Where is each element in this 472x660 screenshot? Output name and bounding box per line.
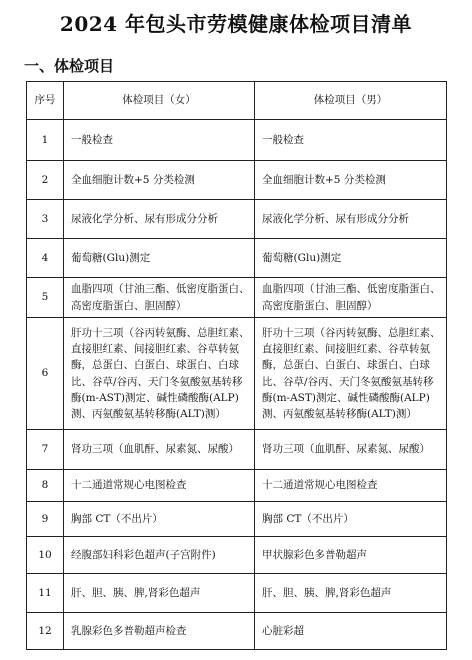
female-item: 乳腺彩色多普勒超声检查 bbox=[64, 613, 255, 650]
table-row bbox=[27, 574, 447, 613]
row-number: 2 bbox=[27, 161, 64, 200]
section-heading: 一、体检项目 bbox=[24, 57, 115, 75]
row-number: 10 bbox=[27, 537, 64, 574]
female-item: 血脂四项（甘油三酯、低密度脂蛋白、高密度脂蛋白、胆固醇） bbox=[64, 278, 255, 318]
female-item: 葡萄糖(Glu)测定 bbox=[64, 239, 255, 278]
row-number: 8 bbox=[27, 470, 64, 502]
table-row bbox=[27, 318, 447, 430]
header-female-items: 体检项目（女） bbox=[64, 82, 255, 120]
female-item: 肝、胆、胰、脾,肾彩色超声 bbox=[64, 574, 255, 613]
male-item: 肝、胆、胰、脾,肾彩色超声 bbox=[255, 574, 447, 613]
male-item: 心脏彩超 bbox=[255, 613, 447, 650]
male-item: 血脂四项（甘油三酯、低密度脂蛋白、高密度脂蛋白、胆固醇） bbox=[255, 278, 447, 318]
female-item: 一般检查 bbox=[64, 120, 255, 161]
header-number: 序号 bbox=[27, 82, 64, 120]
male-item: 十二通道常规心电图检查 bbox=[255, 470, 447, 502]
row-number: 6 bbox=[27, 318, 64, 430]
table-row bbox=[27, 200, 447, 239]
row-number: 9 bbox=[27, 502, 64, 537]
female-item: 胸部 CT（不出片） bbox=[64, 502, 255, 537]
table-row bbox=[27, 470, 447, 502]
female-item: 十二通道常规心电图检查 bbox=[64, 470, 255, 502]
male-item: 肝功十三项（谷丙转氨酶、总胆红素、直接胆红素、间接胆红素、谷草转氨酶，总蛋白、白蛋白、球蛋白、白球比、谷草/谷丙、天门冬氨酸氨基转移酶(m-AST)测定、碱性磷酸酶(ALP)测、丙氨酸氨基转移酶(ALT)测） bbox=[255, 318, 447, 430]
header-male-items: 体检项目（男） bbox=[255, 82, 447, 120]
row-number: 4 bbox=[27, 239, 64, 278]
row-number: 1 bbox=[27, 120, 64, 161]
table-row bbox=[27, 613, 447, 650]
table-row bbox=[27, 278, 447, 318]
female-item: 经腹部妇科彩色超声(子宫附件) bbox=[64, 537, 255, 574]
female-item: 全血细胞计数+5 分类检测 bbox=[64, 161, 255, 200]
row-number: 5 bbox=[27, 278, 64, 318]
male-item: 全血细胞计数+5 分类检测 bbox=[255, 161, 447, 200]
table-row bbox=[27, 120, 447, 161]
table-row bbox=[27, 430, 447, 470]
female-item: 尿液化学分析、尿有形成分分析 bbox=[64, 200, 255, 239]
male-item: 肾功三项（血肌酐、尿素氮、尿酸） bbox=[255, 430, 447, 470]
male-item: 尿液化学分析、尿有形成分分析 bbox=[255, 200, 447, 239]
table-row bbox=[27, 239, 447, 278]
row-number: 7 bbox=[27, 430, 64, 470]
row-number: 3 bbox=[27, 200, 64, 239]
row-number: 12 bbox=[27, 613, 64, 650]
male-item: 甲状腺彩色多普勒超声 bbox=[255, 537, 447, 574]
table-header-row bbox=[27, 82, 447, 120]
male-item: 葡萄糖(Glu)测定 bbox=[255, 239, 447, 278]
table-row bbox=[27, 161, 447, 200]
male-item: 胸部 CT（不出片） bbox=[255, 502, 447, 537]
exam-items-table bbox=[26, 81, 447, 650]
female-item: 肝功十三项（谷丙转氨酶、总胆红素、直接胆红素、间接胆红素、谷草转氨酶，总蛋白、白蛋白、球蛋白、白球比、谷草/谷丙、天门冬氨酸氨基转移酶(m-AST)测定、碱性磷酸酶(ALP)测、丙氨酸氨基转移酶(ALT)测） bbox=[64, 318, 255, 430]
male-item: 一般检查 bbox=[255, 120, 447, 161]
table-row bbox=[27, 502, 447, 537]
table-row bbox=[27, 537, 447, 574]
row-number: 11 bbox=[27, 574, 64, 613]
document-title: 2024 年包头市劳模健康体检项目清单 bbox=[59, 12, 413, 36]
female-item: 肾功三项（血肌酐、尿素氮、尿酸） bbox=[64, 430, 255, 470]
